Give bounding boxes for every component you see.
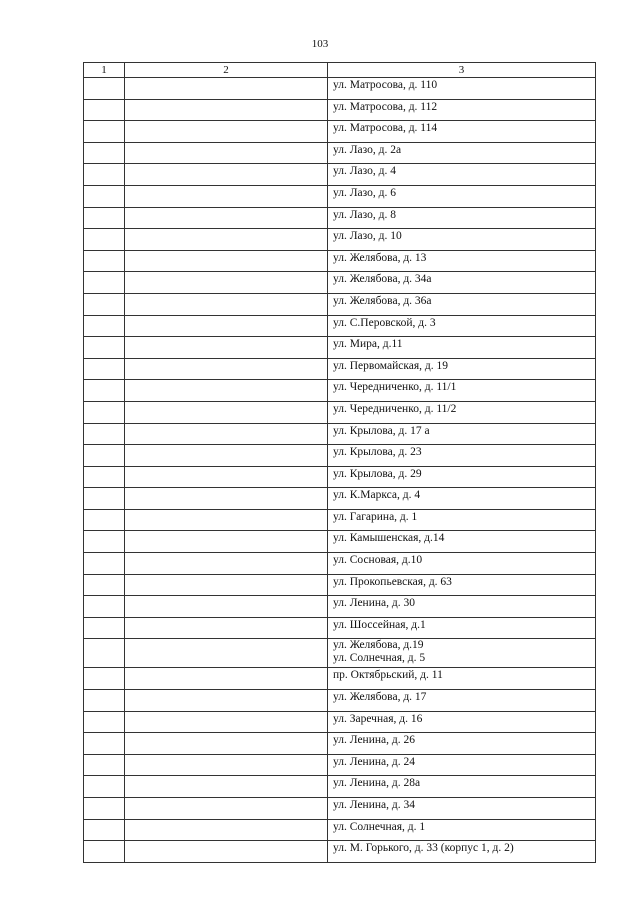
table-row	[84, 596, 596, 618]
table-row	[84, 423, 596, 445]
page-number: 103	[311, 38, 329, 50]
cell-col-1	[84, 488, 125, 510]
cell-col-2	[125, 423, 328, 445]
cell-col-1	[84, 315, 125, 337]
cell-col-1	[84, 293, 125, 315]
cell-col-1	[84, 358, 125, 380]
table-row	[84, 164, 596, 186]
cell-col-2	[125, 754, 328, 776]
address-cell: ул. Ленина, д. 24	[328, 754, 596, 776]
table-row	[84, 272, 596, 294]
address-cell: ул. Ленина, д. 30	[328, 596, 596, 618]
address-cell: ул. Крылова, д. 29	[328, 466, 596, 488]
cell-col-1	[84, 574, 125, 596]
cell-col-2	[125, 164, 328, 186]
table-row	[84, 819, 596, 841]
table-row	[84, 121, 596, 143]
table-row	[84, 142, 596, 164]
table-row	[84, 99, 596, 121]
address-table	[83, 62, 596, 863]
cell-col-1	[84, 121, 125, 143]
address-cell: ул. Чередниченко, д. 11/2	[328, 401, 596, 423]
address-cell: ул. Прокопьевская, д. 63	[328, 574, 596, 596]
cell-col-2	[125, 690, 328, 712]
address-cell: ул. Шоссейная, д.1	[328, 617, 596, 639]
cell-col-1	[84, 142, 125, 164]
address-cell: ул. Матросова, д. 112	[328, 99, 596, 121]
cell-col-2	[125, 466, 328, 488]
cell-col-2	[125, 776, 328, 798]
column-header-1: 1	[84, 63, 125, 78]
address-cell: ул. Первомайская, д. 19	[328, 358, 596, 380]
table-row	[84, 401, 596, 423]
address-cell: ул. М. Горького, д. 33 (корпус 1, д. 2)	[328, 841, 596, 863]
address-cell: ул. Крылова, д. 17 а	[328, 423, 596, 445]
address-cell: ул. Ленина, д. 26	[328, 733, 596, 755]
cell-col-2	[125, 272, 328, 294]
table-row	[84, 754, 596, 776]
cell-col-2	[125, 337, 328, 359]
cell-col-2	[125, 819, 328, 841]
cell-col-2	[125, 401, 328, 423]
cell-col-1	[84, 164, 125, 186]
cell-col-1	[84, 380, 125, 402]
table-row	[84, 380, 596, 402]
address-cell: ул. Гагарина, д. 1	[328, 509, 596, 531]
cell-col-2	[125, 509, 328, 531]
cell-col-1	[84, 617, 125, 639]
cell-col-1	[84, 841, 125, 863]
address-cell: ул. Матросова, д. 110	[328, 78, 596, 100]
cell-col-1	[84, 272, 125, 294]
cell-col-2	[125, 488, 328, 510]
address-cell: ул. Лазо, д. 10	[328, 229, 596, 251]
cell-col-2	[125, 121, 328, 143]
address-cell: ул. Желябова, д. 34а	[328, 272, 596, 294]
table-row	[84, 531, 596, 553]
cell-col-1	[84, 711, 125, 733]
address-cell: ул. К.Маркса, д. 4	[328, 488, 596, 510]
cell-col-2	[125, 617, 328, 639]
table-row	[84, 574, 596, 596]
address-cell: ул. Лазо, д. 4	[328, 164, 596, 186]
cell-col-1	[84, 509, 125, 531]
cell-col-1	[84, 819, 125, 841]
address-cell: ул. Ленина, д. 28а	[328, 776, 596, 798]
cell-col-1	[84, 337, 125, 359]
column-header-2: 2	[125, 63, 328, 78]
address-cell: ул. Желябова, д. 13	[328, 250, 596, 272]
cell-col-2	[125, 229, 328, 251]
cell-col-2	[125, 639, 328, 668]
address-cell: ул. Солнечная, д. 1	[328, 819, 596, 841]
cell-col-1	[84, 596, 125, 618]
cell-col-2	[125, 574, 328, 596]
address-cell: ул. Камышенская, д.14	[328, 531, 596, 553]
cell-col-1	[84, 776, 125, 798]
table-row	[84, 445, 596, 467]
table-row	[84, 337, 596, 359]
cell-col-1	[84, 207, 125, 229]
cell-col-2	[125, 668, 328, 690]
table-row	[84, 668, 596, 690]
table-row	[84, 711, 596, 733]
address-cell: ул. Чередниченко, д. 11/1	[328, 380, 596, 402]
cell-col-1	[84, 229, 125, 251]
cell-col-2	[125, 445, 328, 467]
cell-col-1	[84, 423, 125, 445]
table-row	[84, 315, 596, 337]
cell-col-2	[125, 380, 328, 402]
cell-col-2	[125, 293, 328, 315]
address-cell: ул. Заречная, д. 16	[328, 711, 596, 733]
cell-col-1	[84, 250, 125, 272]
table-row	[84, 293, 596, 315]
address-cell: ул. Крылова, д. 23	[328, 445, 596, 467]
table-row	[84, 798, 596, 820]
address-cell: ул. Лазо, д. 2а	[328, 142, 596, 164]
cell-col-2	[125, 185, 328, 207]
cell-col-1	[84, 553, 125, 575]
address-cell: ул. Сосновая, д.10	[328, 553, 596, 575]
cell-col-2	[125, 798, 328, 820]
table-row	[84, 509, 596, 531]
address-cell: ул. Ленина, д. 34	[328, 798, 596, 820]
cell-col-2	[125, 553, 328, 575]
column-header-3: 3	[328, 63, 596, 78]
table-row	[84, 733, 596, 755]
cell-col-1	[84, 99, 125, 121]
address-cell: ул. Мира, д.11	[328, 337, 596, 359]
table-row	[84, 776, 596, 798]
cell-col-1	[84, 798, 125, 820]
cell-col-2	[125, 250, 328, 272]
table-row	[84, 690, 596, 712]
cell-col-2	[125, 142, 328, 164]
address-cell: ул. Лазо, д. 6	[328, 185, 596, 207]
table-row	[84, 358, 596, 380]
cell-col-1	[84, 401, 125, 423]
cell-col-2	[125, 596, 328, 618]
address-cell: ул. Лазо, д. 8	[328, 207, 596, 229]
address-cell: ул. Желябова, д. 17	[328, 690, 596, 712]
cell-col-1	[84, 639, 125, 668]
table-row	[84, 229, 596, 251]
cell-col-2	[125, 711, 328, 733]
cell-col-1	[84, 733, 125, 755]
address-cell: ул. С.Перовской, д. 3	[328, 315, 596, 337]
table-row	[84, 250, 596, 272]
table-row	[84, 185, 596, 207]
table-row	[84, 207, 596, 229]
table-row	[84, 617, 596, 639]
table-row	[84, 841, 596, 863]
cell-col-2	[125, 315, 328, 337]
cell-col-2	[125, 841, 328, 863]
cell-col-1	[84, 668, 125, 690]
cell-col-1	[84, 754, 125, 776]
address-cell: пр. Октябрьский, д. 11	[328, 668, 596, 690]
cell-col-1	[84, 185, 125, 207]
table-row	[84, 78, 596, 100]
cell-col-2	[125, 358, 328, 380]
header-row	[84, 63, 596, 78]
table-body	[84, 78, 596, 863]
address-cell: ул. Желябова, д.19 ул. Солнечная, д. 5	[328, 639, 596, 668]
cell-col-2	[125, 78, 328, 100]
table-row	[84, 639, 596, 668]
cell-col-1	[84, 690, 125, 712]
cell-col-2	[125, 733, 328, 755]
address-cell: ул. Желябова, д. 36а	[328, 293, 596, 315]
table-row	[84, 553, 596, 575]
cell-col-2	[125, 99, 328, 121]
cell-col-1	[84, 531, 125, 553]
address-cell: ул. Матросова, д. 114	[328, 121, 596, 143]
cell-col-2	[125, 207, 328, 229]
cell-col-1	[84, 445, 125, 467]
table-row	[84, 466, 596, 488]
cell-col-1	[84, 78, 125, 100]
table-row	[84, 488, 596, 510]
cell-col-2	[125, 531, 328, 553]
cell-col-1	[84, 466, 125, 488]
